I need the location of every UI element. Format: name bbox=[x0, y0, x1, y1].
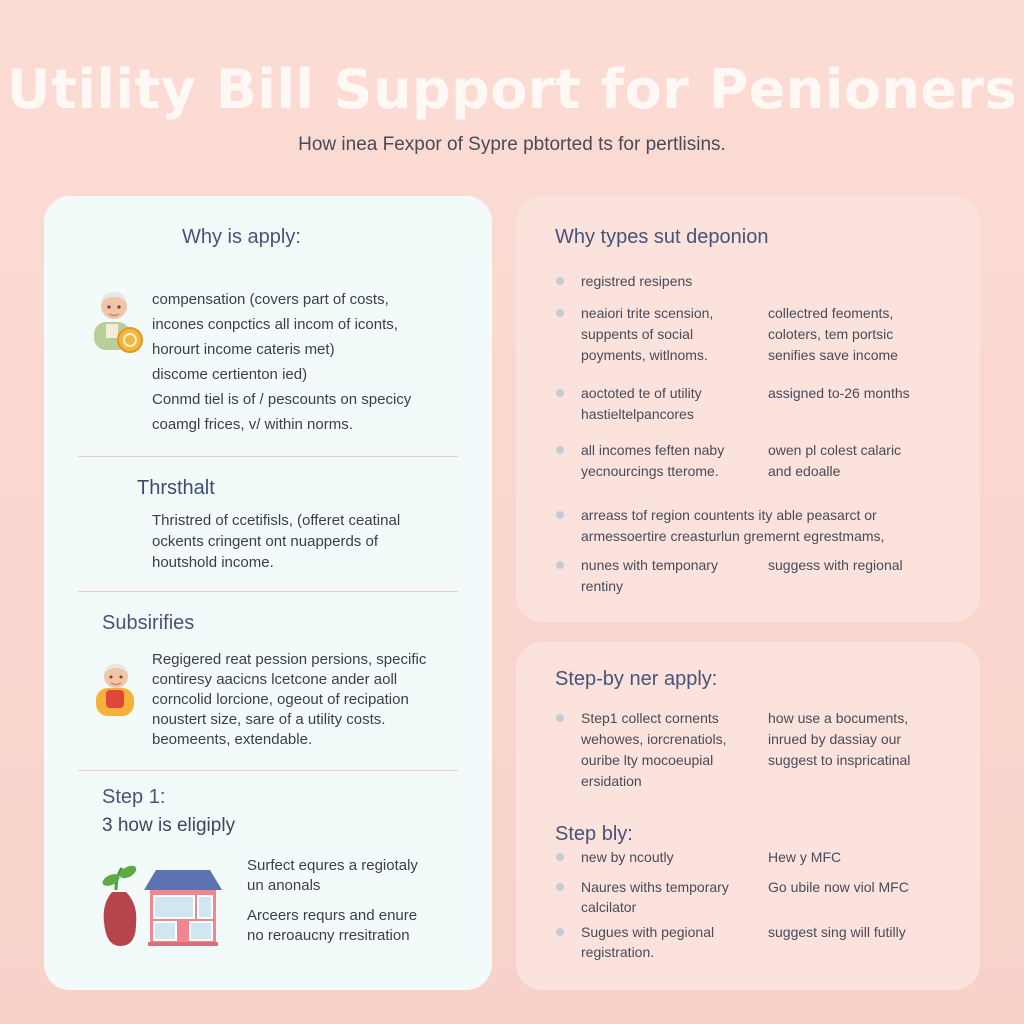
text-line: compensation (covers part of costs, bbox=[152, 291, 389, 308]
text-line: discome certienton ied) bbox=[152, 366, 308, 383]
text-line: armessoertire creasturlun gremernt egrestmams, bbox=[581, 528, 885, 544]
text-line: arreass tof region countents ity able peasarct or bbox=[581, 507, 877, 523]
threshold-text bbox=[152, 510, 400, 573]
subsidies-heading: Subsirifies bbox=[102, 612, 195, 634]
text-line: coloters, tem portsic bbox=[768, 326, 894, 342]
text-line: Hew y MFC bbox=[768, 849, 842, 865]
text-line: all incomes feften naby bbox=[581, 442, 725, 458]
why-apply-text bbox=[152, 287, 411, 437]
text-line: calcilator bbox=[581, 899, 637, 915]
page-title: Utility Bill Support for Penioners bbox=[6, 58, 1018, 121]
text-line: Step1 collect cornents bbox=[581, 710, 719, 726]
step-row-right bbox=[768, 922, 906, 943]
step1-text-b bbox=[247, 906, 417, 946]
step-by-step-heading: Step-by ner apply: bbox=[555, 668, 718, 690]
text-line: senifies save income bbox=[768, 347, 898, 363]
text-line: Thristred of ccetifisls, (offeret ceatinal bbox=[152, 512, 401, 529]
step1-subheading: 3 how is eligiply bbox=[102, 815, 236, 836]
text-line: no reroaucny rresitration bbox=[247, 927, 410, 944]
text-line: wehowes, iorcrenatiols, bbox=[581, 731, 727, 747]
text-line: suggest sing will futilly bbox=[768, 924, 906, 940]
text-line: ouribe lty mocoeupial bbox=[581, 752, 714, 768]
type-row-left bbox=[581, 271, 692, 292]
step-row-left bbox=[581, 922, 714, 962]
bullet bbox=[556, 928, 564, 936]
type-row-left bbox=[581, 383, 702, 425]
text-line: contiresy aacicns lcetcone ander aoll bbox=[152, 671, 398, 688]
subsidies-text bbox=[152, 650, 426, 750]
why-apply-heading: Why is apply: bbox=[182, 226, 301, 248]
step1-heading: Step 1: bbox=[102, 786, 166, 808]
text-line: un anonals bbox=[247, 877, 321, 894]
type-row-right bbox=[768, 383, 910, 404]
type-row-right bbox=[768, 303, 898, 366]
text-line: Surfect equres a regiotaly bbox=[247, 857, 418, 874]
step1-text-a bbox=[247, 856, 418, 896]
type-row-full bbox=[581, 505, 884, 547]
bullet bbox=[556, 277, 564, 285]
text-line: suggess with regional bbox=[768, 557, 903, 573]
bullet bbox=[556, 561, 564, 569]
step-row-right bbox=[768, 847, 841, 868]
bullet bbox=[556, 389, 564, 397]
type-row-right bbox=[768, 440, 901, 482]
text-line: houtshold income. bbox=[152, 554, 274, 571]
divider bbox=[78, 770, 458, 771]
text-line: Go ubile now viol MFC bbox=[768, 879, 909, 895]
text-line: yecnourcings tterome. bbox=[581, 463, 719, 479]
text-line: beomeents, extendable. bbox=[152, 731, 313, 748]
text-line: suggest to inspricatinal bbox=[768, 752, 911, 768]
step-heading: Step bly: bbox=[555, 823, 633, 845]
type-row-left bbox=[581, 440, 724, 482]
text-line: ockents cringent ont nuapperds of bbox=[152, 533, 378, 550]
text-line: assigned to-26 months bbox=[768, 385, 910, 401]
text-line: collectred feoments, bbox=[768, 305, 894, 321]
text-line: inrued by dassiay our bbox=[768, 731, 902, 747]
bullet bbox=[556, 883, 564, 891]
text-line: Conmd tiel is of / pescounts on specicy bbox=[152, 391, 412, 408]
step-row-left bbox=[581, 877, 729, 917]
text-line: neaiori trite scension, bbox=[581, 305, 714, 321]
text-line: aoctoted te of utility bbox=[581, 385, 702, 401]
divider bbox=[78, 456, 458, 457]
types-heading: Why types sut deponion bbox=[555, 226, 769, 248]
house-icon bbox=[144, 868, 222, 951]
text-line: registred resipens bbox=[581, 273, 693, 289]
text-line: horourt income cateris met) bbox=[152, 341, 335, 358]
step-row-right bbox=[768, 708, 910, 771]
step-row-left bbox=[581, 847, 674, 868]
bullet bbox=[556, 309, 564, 317]
type-row-left bbox=[581, 303, 713, 366]
text-line: ersidation bbox=[581, 773, 642, 789]
text-line: coamgl frices, v/ within norms. bbox=[152, 416, 353, 433]
text-line: and edoalle bbox=[768, 463, 841, 479]
type-row-right bbox=[768, 555, 903, 576]
text-line: rentiny bbox=[581, 578, 624, 594]
step-row-left bbox=[581, 708, 727, 792]
step-row-right bbox=[768, 877, 909, 898]
page-subtitle: How inea Fexpor of Sypre pbtorted ts for pertlisins. bbox=[298, 134, 726, 155]
text-line: owen pl colest calaric bbox=[768, 442, 902, 458]
text-line: hastieltelpancores bbox=[581, 406, 694, 422]
text-line: noustert size, sare of a utility costs. bbox=[152, 711, 386, 728]
text-line: new by ncoutly bbox=[581, 849, 674, 865]
text-line: registration. bbox=[581, 944, 655, 960]
text-line: poyments, witlnoms. bbox=[581, 347, 708, 363]
text-line: Naures withs temporary bbox=[581, 879, 729, 895]
plant-vase-icon bbox=[98, 862, 142, 955]
text-line: how use a bocuments, bbox=[768, 710, 909, 726]
bullet bbox=[556, 511, 564, 519]
text-line: Regigered reat pession persions, specific bbox=[152, 651, 427, 668]
threshold-heading: Thrsthalt bbox=[137, 477, 215, 499]
text-line: corncolid lorcione, ogeout of recipation bbox=[152, 691, 409, 708]
text-line: suppents of social bbox=[581, 326, 694, 342]
bullet bbox=[556, 714, 564, 722]
bullet bbox=[556, 853, 564, 861]
text-line: incones conpctics all incom of iconts, bbox=[152, 316, 398, 333]
text-line: Sugues with pegional bbox=[581, 924, 715, 940]
text-line: nunes with temponary bbox=[581, 557, 718, 573]
text-line: Arceers requrs and enure bbox=[247, 907, 418, 924]
divider bbox=[78, 591, 458, 592]
elderly-man-with-coin-icon bbox=[90, 288, 146, 361]
elderly-man-sitting-icon bbox=[92, 660, 142, 727]
bullet bbox=[556, 446, 564, 454]
type-row-left bbox=[581, 555, 718, 597]
